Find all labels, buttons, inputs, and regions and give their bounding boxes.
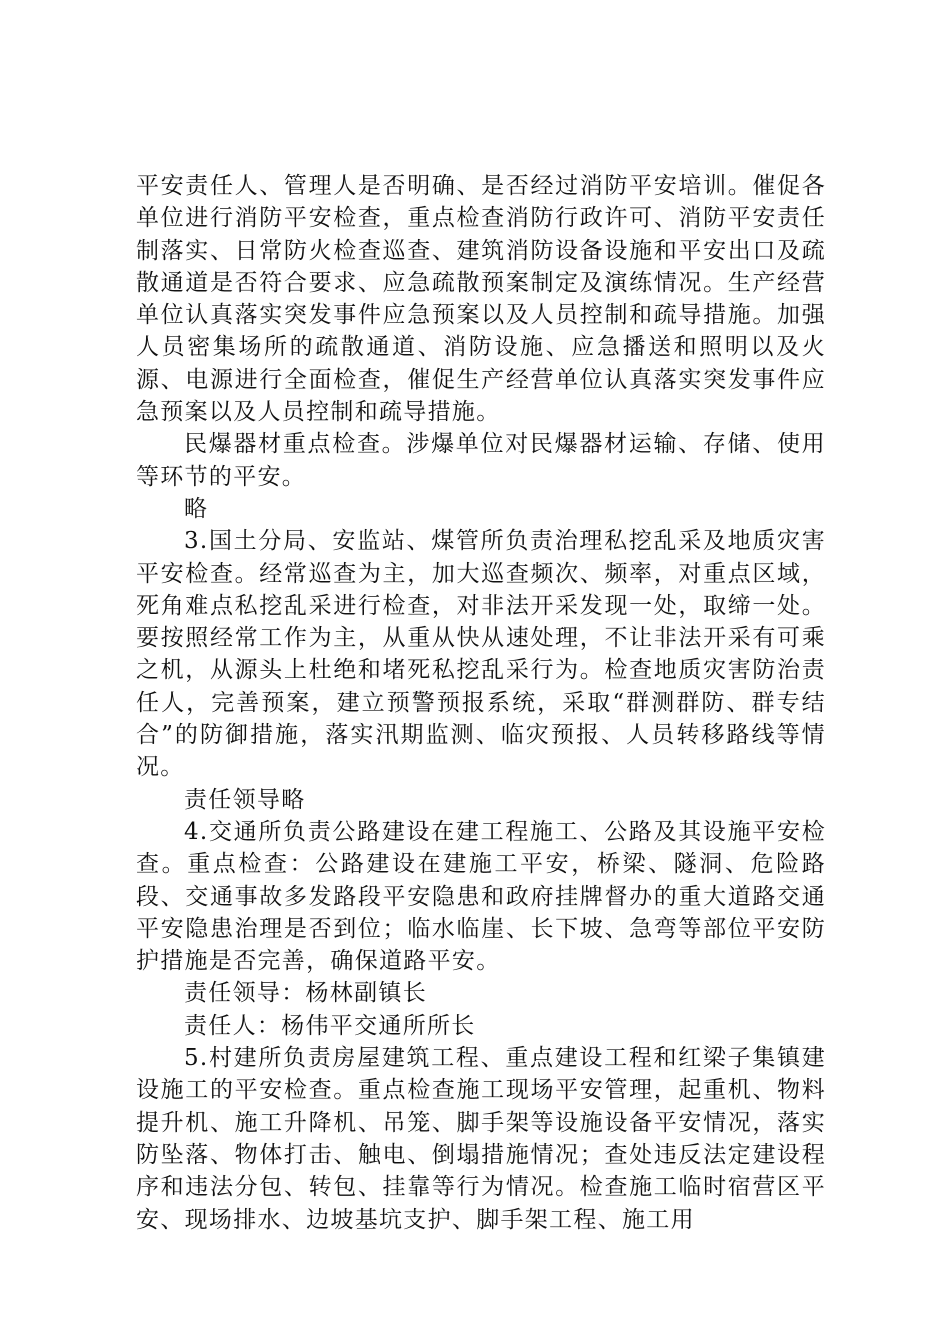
paragraph-traffic-check: 4.交通所负责公路建设在建工程施工、公路及其设施平安检查。重点检查：公路建设在建施工平安，桥梁、隧洞、危险路段、交通事故多发路段平安隐患和政府挂牌督办的重大道路交通平安隐患治理是否到位；临水临崖、长下坡、急弯等部位平安防护措施是否完善，确保道路平安。 (136, 818, 826, 975)
paragraph-responsible-leader-omitted: 责任领导略 (184, 786, 306, 813)
paragraph-construction-check: 5.村建所负责房屋建筑工程、重点建设工程和红梁子集镇建设施工的平安检查。重点检查施工现场平安管理，起重机、物料提升机、施工升降机、吊笼、脚手架等设施设备平安情况，落实防坠落、物体打击、触电、倒塌措施情况；查处违反法定建设程序和违法分包、转包、挂靠等行为情况。检查施工临时宿营区平安、现场排水、边坡基坑支护、脚手架工程、施工用 (136, 1045, 826, 1233)
paragraph-responsible-person: 责任人：杨伟平交通所所长 (184, 1012, 476, 1039)
paragraph-fire-safety: 平安责任人、管理人是否明确、是否经过消防平安培训。催促各单位进行消防平安检查，重点检查消防行政许可、消防平安责任制落实、日常防火检查巡查、建筑消防设备设施和平安出口及疏散通道是否符合要求、应急疏散预案制定及演练情况。生产经营单位认真落实突发事件应急预案以及人员控制和疏导措施。加强人员密集场所的疏散通道、消防设施、应急播送和照明以及火源、电源进行全面检查，催促生产经营单位认真落实突发事件应急预案以及人员控制和疏导措施。 (136, 173, 826, 426)
paragraph-land-mining-check: 3.国土分局、安监站、煤管所负责治理私挖乱采及地质灾害平安检查。经常巡查为主，加大巡查频次、频率，对重点区域，死角难点私挖乱采进行检查，对非法开采发现一处，取缔一处。要按照经常工作为主，从重从快从速处理，不让非法开采有可乘之机，从源头上杜绝和堵死私挖乱采行为。检查地质灾害防治责任人，完善预案，建立预警预报系统，采取“群测群防、群专结合”的防御措施，落实汛期监测、临灾预报、人员转移路线等情况。 (136, 528, 826, 781)
document-body (136, 170, 826, 1236)
paragraph-explosives-check: 民爆器材重点检查。涉爆单位对民爆器材运输、存储、使用等环节的平安。 (136, 431, 826, 490)
paragraph-omitted-1: 略 (184, 495, 209, 522)
paragraph-responsible-leader: 责任领导：杨林副镇长 (184, 980, 427, 1007)
